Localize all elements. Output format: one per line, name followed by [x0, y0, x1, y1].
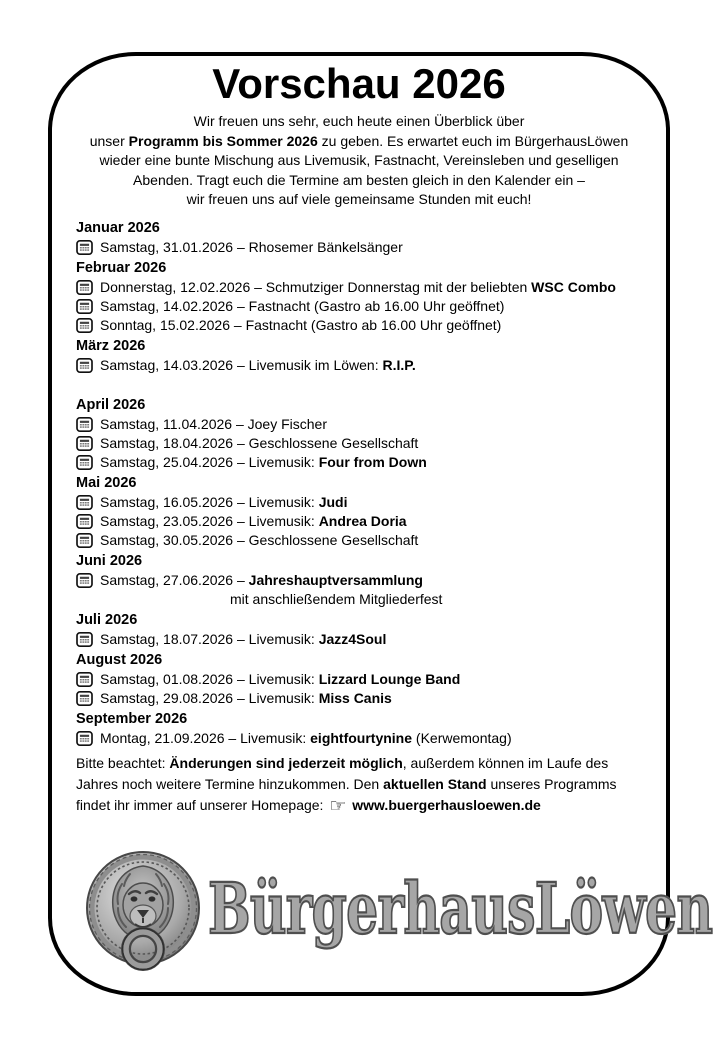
text-segment: Samstag, 18.04.2026 – Geschlossene Gesellschaft: [100, 434, 419, 451]
text-segment: (Kerwemontag): [412, 729, 512, 746]
text-segment: Samstag, 14.03.2026 – Livemusik im Löwen:: [100, 356, 383, 373]
calendar-icon: [76, 280, 93, 295]
calendar-icon: [76, 318, 93, 333]
event-text: [100, 571, 423, 590]
lion-door-knocker-icon: [82, 850, 204, 981]
calendar-icon: [76, 672, 93, 687]
text-segment: Samstag, 25.04.2026 – Livemusik:: [100, 453, 319, 470]
event-text: [100, 512, 407, 531]
calendar-icon: [76, 514, 93, 529]
calendar-icon: [76, 417, 93, 432]
event-continuation: mit anschließendem Mitgliederfest: [230, 590, 443, 607]
website-link[interactable]: www.buergerhausloewen.de: [352, 796, 541, 813]
text-segment: R.I.P.: [382, 356, 416, 373]
text-segment: Abenden. Tragt euch die Termine am besten gleich in den Kalender ein –: [133, 171, 585, 188]
month-section: [76, 550, 670, 609]
month-section: [76, 609, 670, 649]
event-row: [76, 316, 670, 335]
text-segment: Andrea Doria: [318, 512, 407, 529]
event-row: [76, 278, 670, 297]
month-section: [76, 257, 670, 335]
text-segment: Samstag, 14.02.2026 – Fastnacht (Gastro ab 16.00 Uhr geöffnet): [100, 297, 505, 314]
text-segment: Four from Down: [318, 453, 427, 470]
calendar-icon: [76, 455, 93, 470]
event-text: [100, 238, 403, 257]
event-text: [100, 434, 418, 453]
event-text: [100, 316, 501, 335]
text-segment: unseres Programms: [486, 775, 617, 792]
text-segment: Samstag, 29.08.2026 – Livemusik:: [100, 689, 319, 706]
intro-line: [48, 190, 670, 210]
event-text: [100, 278, 616, 297]
text-segment: wir freuen uns auf viele gemeinsame Stunden mit euch!: [186, 191, 532, 207]
month-header: Juli 2026: [76, 611, 138, 628]
calendar-icon: [76, 691, 93, 706]
notice-line: [76, 774, 661, 795]
event-row: [76, 630, 670, 649]
calendar-icon: [76, 632, 93, 647]
calendar-icon: [76, 495, 93, 510]
text-segment: Änderungen sind jederzeit möglich: [169, 754, 403, 771]
month-header: März 2026: [76, 337, 146, 354]
event-row: [76, 356, 670, 375]
text-segment: Jazz4Soul: [318, 630, 387, 647]
calendar-icon: [76, 240, 93, 255]
event-text: [100, 689, 392, 708]
text-segment: eightfourtynine: [310, 729, 413, 746]
event-row: [76, 493, 670, 512]
pointing-hand-icon: ☞: [329, 794, 347, 817]
intro-line: [48, 171, 670, 191]
text-segment: Miss Canis: [318, 689, 392, 706]
text-segment: Samstag, 31.01.2026 – Rhosemer Bänkelsänger: [100, 238, 403, 255]
month-section: [76, 217, 670, 257]
month-header: Januar 2026: [76, 219, 160, 236]
intro-paragraph: [48, 112, 670, 210]
calendar-icon: [76, 358, 93, 373]
text-segment: Samstag, 18.07.2026 – Livemusik:: [100, 630, 319, 647]
event-text: [100, 729, 512, 748]
event-text: [100, 297, 504, 316]
text-segment: Samstag, 27.06.2026 –: [100, 571, 249, 588]
event-text: [100, 531, 418, 550]
text-segment: , außerdem können im Laufe des: [402, 754, 609, 771]
month-header: Juni 2026: [76, 552, 143, 569]
flyer-content: [48, 52, 713, 950]
intro-line: [48, 132, 670, 152]
text-segment: Bitte beachtet:: [76, 754, 170, 771]
text-segment: Lizzard Lounge Band: [318, 670, 461, 687]
intro-line: [48, 151, 670, 171]
month-header: Februar 2026: [76, 259, 167, 276]
month-section: [76, 394, 670, 472]
text-segment: wieder eine bunte Mischung aus Livemusik, Fastnacht, Vereinsleben und geselligen: [99, 152, 619, 168]
month-header: September 2026: [76, 710, 188, 727]
calendar-icon: [76, 533, 93, 548]
event-row: [76, 689, 670, 708]
month-header: April 2026: [76, 396, 146, 413]
month-section: [76, 708, 670, 748]
event-row: [76, 238, 670, 257]
text-segment: Jahreshauptversammlung: [248, 571, 423, 588]
logo-wordmark: BürgerhausLöwen: [208, 866, 713, 950]
text-segment: Samstag, 23.05.2026 – Livemusik:: [100, 512, 319, 529]
text-segment: Samstag, 01.08.2026 – Livemusik:: [100, 670, 319, 687]
event-text: [100, 630, 386, 649]
logo: [82, 850, 720, 981]
text-segment: Samstag, 11.04.2026 – Joey Fischer: [100, 415, 327, 432]
event-row: [76, 531, 670, 550]
month-header: August 2026: [76, 651, 163, 668]
event-row: [76, 729, 670, 748]
month-section: [76, 335, 670, 375]
event-row: [76, 434, 670, 453]
text-segment: Wir freuen uns sehr, euch heute einen Überblick über: [193, 113, 525, 129]
text-segment: Samstag, 16.05.2026 – Livemusik:: [100, 493, 319, 510]
month-section: [76, 472, 670, 550]
text-segment: WSC Combo: [531, 278, 616, 295]
event-text: [100, 493, 347, 512]
calendar-icon: [76, 731, 93, 746]
calendar-icon: [76, 299, 93, 314]
text-segment: aktuellen Stand: [383, 775, 487, 792]
notice-line: [76, 753, 661, 774]
month-header: Mai 2026: [76, 474, 137, 491]
notice-paragraph: [76, 753, 661, 816]
text-segment: Donnerstag, 12.02.2026 – Schmutziger Donnerstag mit der beliebten: [100, 278, 532, 295]
text-segment: Montag, 21.09.2026 – Livemusik:: [100, 729, 311, 746]
text-segment: Samstag, 30.05.2026 – Geschlossene Gesellschaft: [100, 531, 419, 548]
month-section: [76, 649, 670, 708]
text-segment: zu geben. Es erwartet euch im BürgerhausLöwen: [317, 132, 629, 149]
event-text: [100, 670, 460, 689]
text-segment: Sonntag, 15.02.2026 – Fastnacht (Gastro ab 16.00 Uhr geöffnet): [100, 316, 502, 333]
text-segment: Jahres noch weitere Termine hinzukommen. Den: [76, 775, 384, 792]
notice-line: [76, 795, 661, 816]
event-row: [76, 453, 670, 472]
event-row: [76, 297, 670, 316]
text-segment: Judi: [318, 493, 348, 510]
event-row: [76, 512, 670, 531]
text-segment: unser: [89, 132, 129, 149]
event-row: [76, 415, 670, 434]
calendar-icon: [76, 436, 93, 451]
page-title: Vorschau 2026: [212, 60, 506, 107]
event-text: [100, 453, 427, 472]
event-row: [76, 571, 670, 590]
intro-line: [48, 112, 670, 132]
calendar-icon: [76, 573, 93, 588]
event-schedule: [76, 217, 670, 748]
text-segment: Programm bis Sommer 2026: [128, 132, 318, 149]
text-segment: findet ihr immer auf unserer Homepage:: [76, 796, 328, 813]
event-text: [100, 415, 327, 434]
event-text: [100, 356, 416, 375]
event-row: [76, 670, 670, 689]
